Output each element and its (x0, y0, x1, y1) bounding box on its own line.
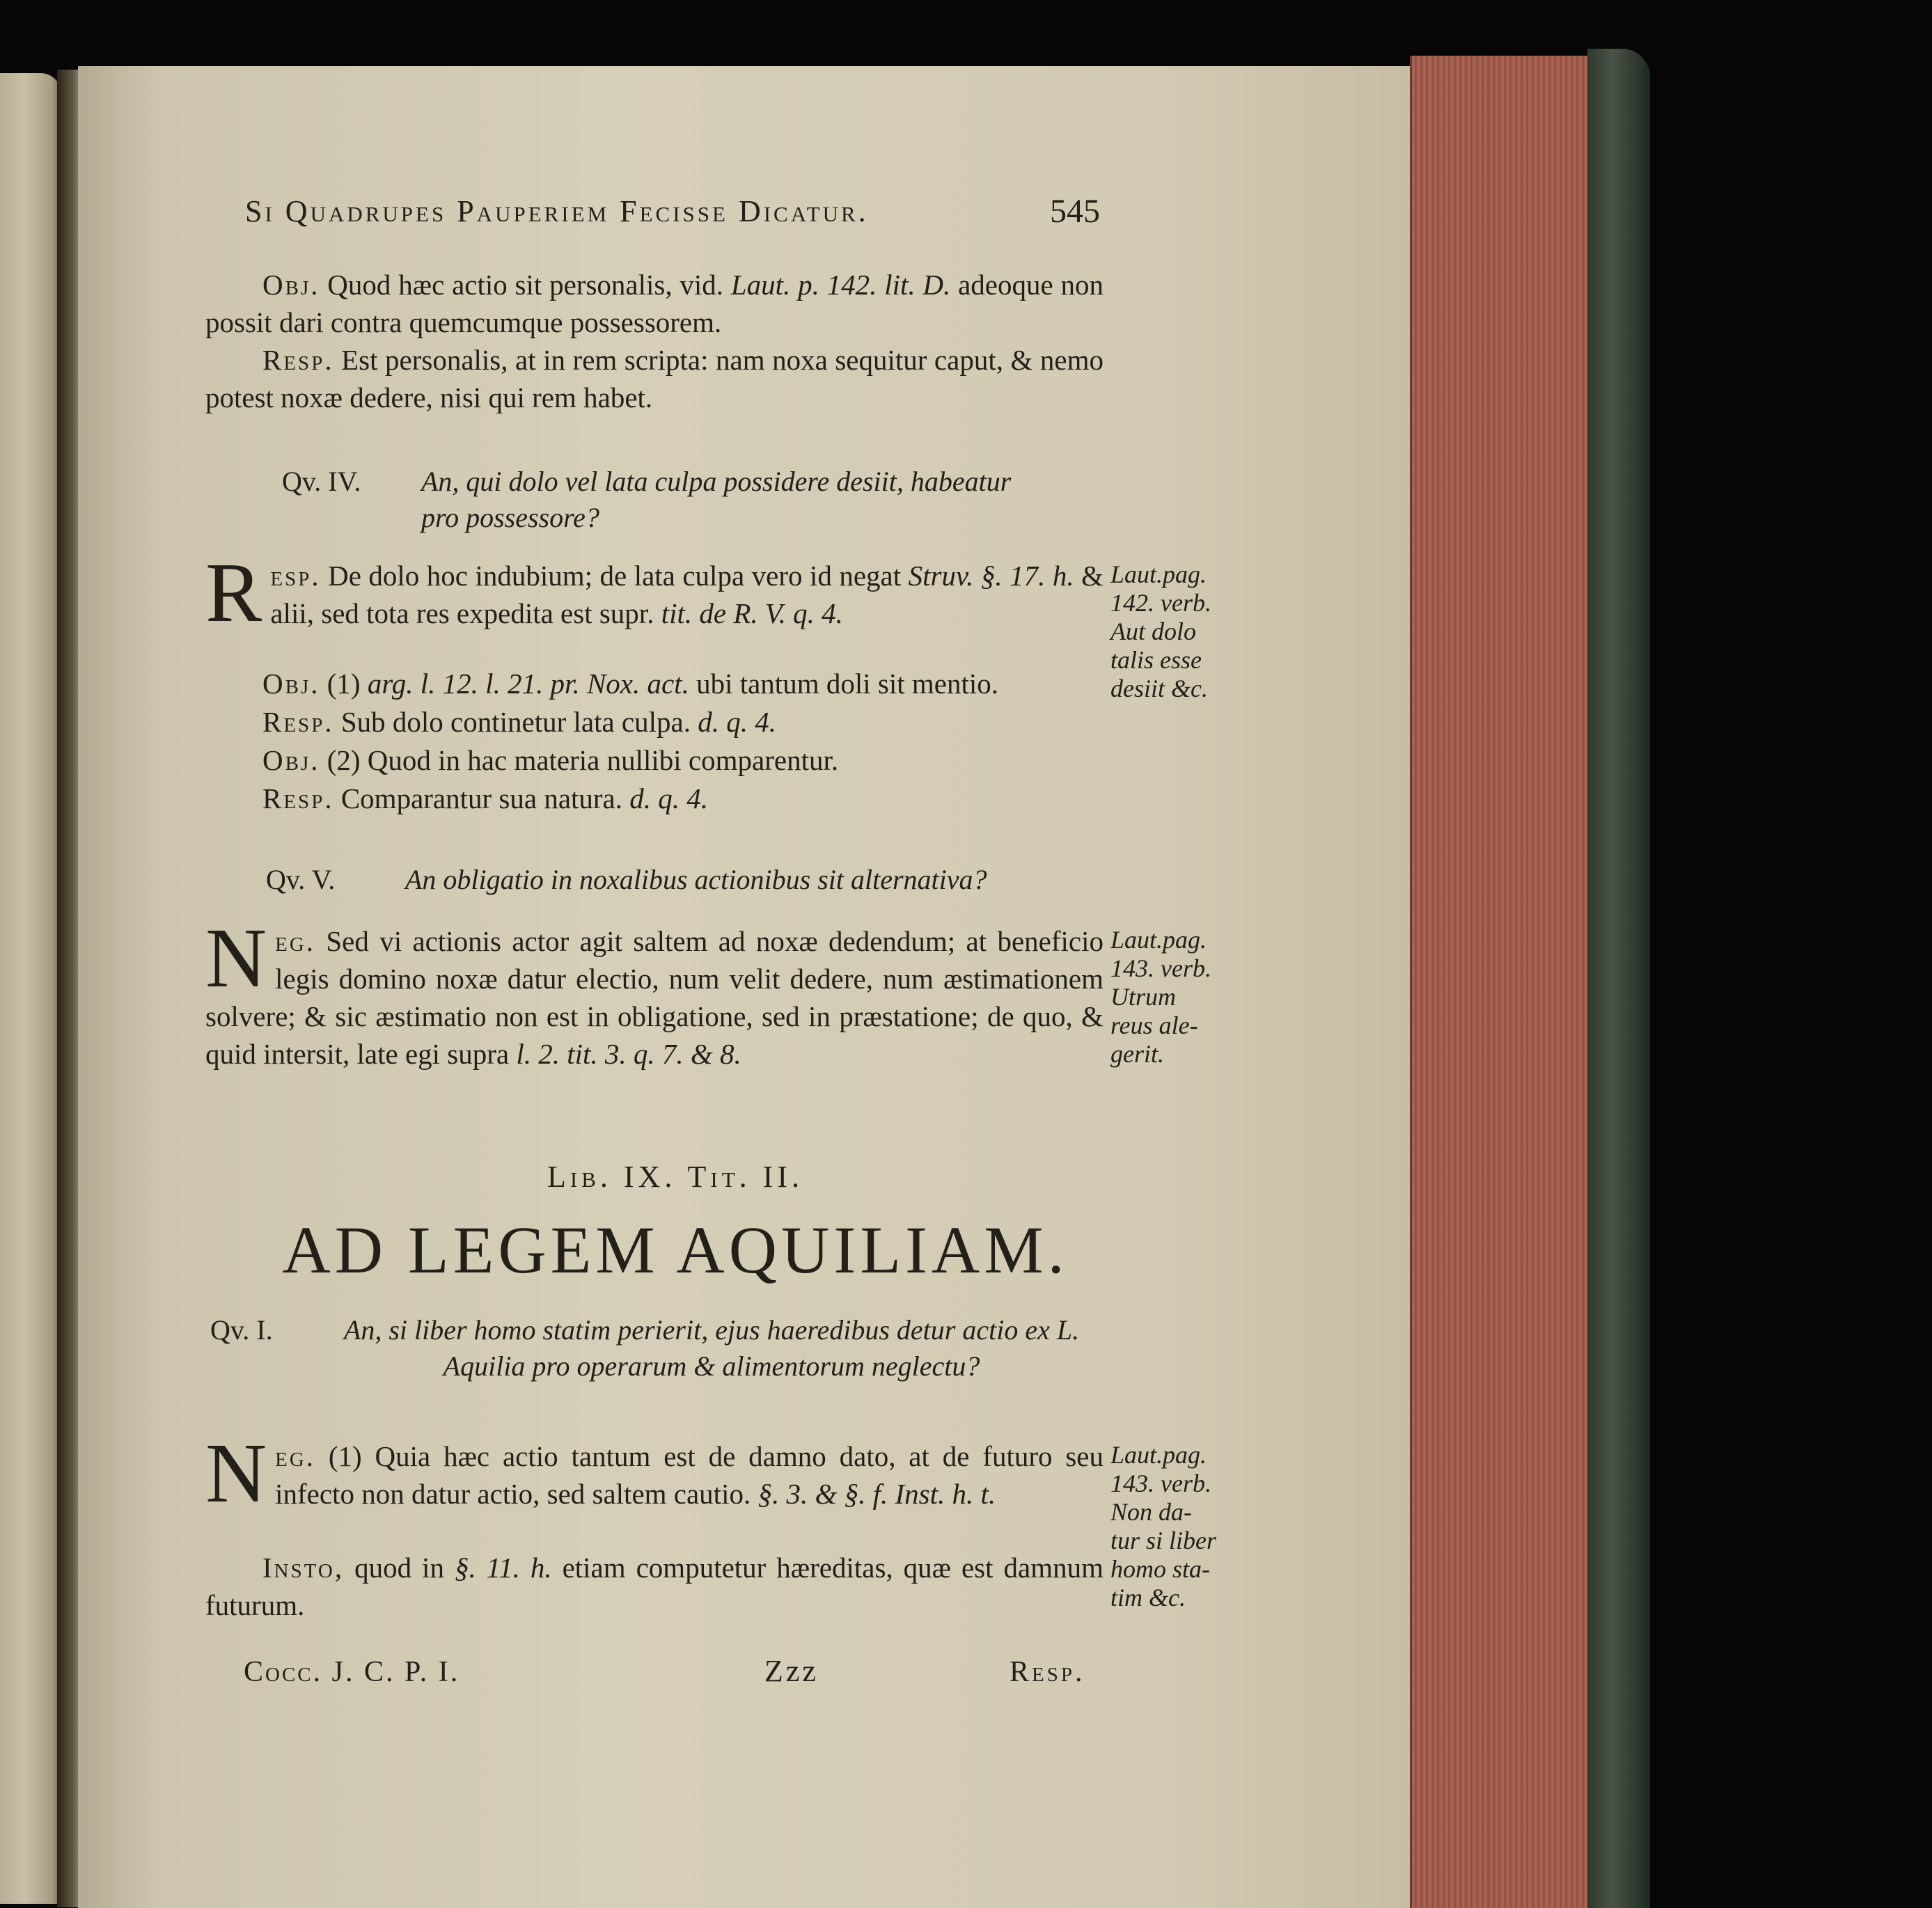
paragraph-obj: Obj. Quod hæc actio sit personalis, vid. Laut. p. 142. lit. D. adeoque non possit dari contra quemcumque possessorem. (205, 269, 1104, 338)
objection-iv-2: Obj. (2) Quod in hac materia nullibi comparentur. (262, 744, 839, 776)
chapter-title: AD LEGEM AQUILIAM. (282, 1213, 1069, 1287)
insto-i: Insto, quod in §. 11. h. etiam computetur hæreditas, quæ est damnum futurum. (205, 1552, 1104, 1621)
catchword: Resp. (1010, 1656, 1085, 1688)
signature-mark: Zzz (764, 1654, 819, 1688)
response-iv-1: Resp. Sub dolo continetur lata culpa. d. q. 4. (262, 706, 776, 738)
left-page-edge (0, 73, 61, 1904)
question-v: Qv. V. An obligatio in noxalibus actionibus sit alternativa? (266, 864, 987, 895)
question-iv: Qv. IV. An, qui dolo vel lata culpa possidere desiit, habeatur pro possessore? (282, 466, 1012, 533)
response-iv-2: Resp. Comparantur sua natura. d. q. 4. (262, 782, 709, 814)
paragraph-resp: Resp. Est personalis, at in rem scripta: nam noxa sequitur caput, & nemo potest noxæ dedere, nisi qui rem habet. (205, 344, 1104, 413)
book-title-line: Lib. IX. Tit. II. (547, 1160, 803, 1194)
question-i: Qv. I. An, si liber homo statim perierit, ejus haeredibus detur actio ex L. Aquilia pro operarum & alimentorum neglectu? (210, 1314, 1080, 1382)
page-number: 545 (1050, 193, 1100, 230)
answer-v: Neg. Sed vi actionis actor agit saltem ad noxæ dedendum; at beneficio legis domino noxæ datur electio, num velit dedere, num æstimationem solvere; & sic æstimatio non est in obligatione, sed in præstatione; de quo, & quid intersit, late egi supra l. 2. tit. 3. q. 7. & 8. (205, 911, 1104, 1070)
book-cover (1587, 49, 1650, 1908)
objection-iv-1: Obj. (1) arg. l. 12. l. 21. pr. Nox. act. ubi tantum doli sit mentio. (262, 668, 998, 700)
answer-iv: Resp. De dolo hoc indubium; de lata culpa vero id negat Struv. §. 17. h. & alii, sed tota res expedita est supr. tit. de R. V. q. 4. (205, 546, 1104, 640)
page-block-edge (1410, 56, 1589, 1908)
margin-note-v: Laut.pag. 143. verb. Utrum reus ale- gerit. (1110, 926, 1211, 1068)
margin-note-i: Laut.pag. 143. verb. Non da- tur si liber homo sta- tim &c. (1110, 1441, 1217, 1611)
footer-author: Cocc. J. C. P. I. (244, 1656, 460, 1688)
answer-i: Neg. (1) Quia hæc actio tantum est de damno dato, at de futuro seu infecto non datur actio, sed saltem cautio. §. 3. & §. f. Inst. h. t. (205, 1426, 1104, 1520)
margin-note-iv: Laut.pag. 142. verb. Aut dolo talis esse desiit &c. (1110, 560, 1211, 702)
running-head: Si Quadrupes Pauperiem Fecisse Dicatur. (245, 194, 869, 228)
